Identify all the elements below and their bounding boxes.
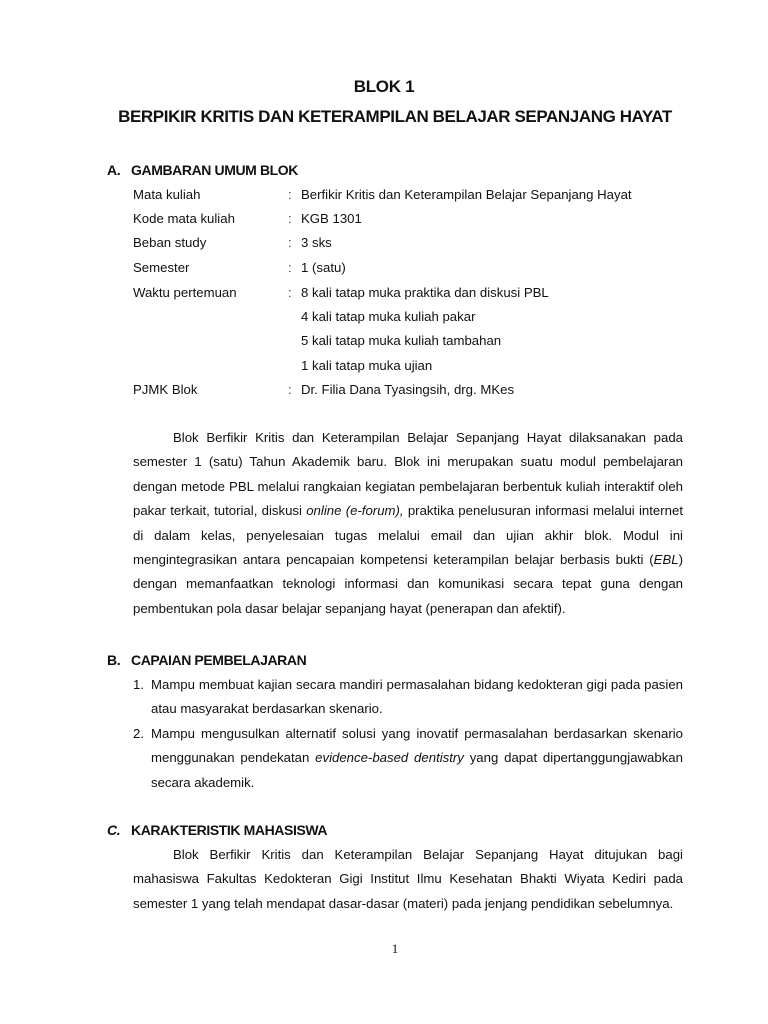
document-title: BLOK 1 — [353, 77, 415, 96]
info-colon: : — [288, 382, 292, 397]
paragraph-text: Blok Berfikir Kritis dan Keterampilan Belajar Sepanjang Hayat ditujukan bagi mahasiswa Fakultas Kedokteran Gigi Institut Ilmu Kesehatan Bhakti Wiyata Kediri pada semester 1 yang telah mendapat dasar-dasar (materi) pada jenjang pendidikan sebelumnya. — [133, 847, 683, 911]
list-item-number: 2. — [133, 725, 144, 741]
section-c-letter: C. — [107, 822, 121, 838]
list-item-number: 1. — [133, 677, 144, 692]
section-b-heading — [107, 652, 306, 668]
section-c-paragraph — [133, 843, 683, 916]
section-c-heading — [107, 822, 327, 838]
section-a-paragraph — [133, 426, 683, 621]
info-label: PJMK Blok — [133, 382, 198, 397]
paragraph-text: ) dengan memanfaatkan teknologi informasi dan komunikasi secara tepat guna dengan pembentukan pola dasar belajar sepanjang hayat (penerapan dan afektif). — [133, 552, 683, 616]
section-c-title: KARAKTERISTIK MAHASISWA — [131, 822, 328, 838]
info-label: Beban study — [133, 235, 207, 250]
info-colon: : — [288, 285, 292, 300]
learning-outcomes-list — [133, 673, 683, 795]
info-label: Semester — [133, 260, 190, 275]
info-colon: : — [288, 260, 292, 275]
section-a-heading — [107, 162, 298, 178]
list-item-text: yang dapat dipertanggungjawabkan secara akademik. — [151, 750, 683, 790]
info-label: Mata kuliah — [133, 187, 201, 202]
info-colon: : — [288, 235, 292, 250]
info-value: 8 kali tatap muka praktika dan diskusi PBL — [301, 285, 549, 300]
info-value: Berfikir Kritis dan Keterampilan Belajar Sepanjang Hayat — [301, 187, 632, 202]
paragraph-text: Blok Berfikir Kritis dan Keterampilan Belajar Sepanjang Hayat dilaksanakan pada semester 1 (satu) Tahun Akademik baru. Blok ini merupakan suatu modul pembelajaran dengan metode PBL melalui rangkaian kegiatan pembelajaran berbentuk kuliah interaktif oleh pakar terkait, tutorial, diskusi — [133, 430, 683, 519]
page-number: 1 — [391, 941, 399, 956]
info-value: KGB 1301 — [301, 211, 362, 226]
info-value: 1 (satu) — [301, 260, 346, 275]
info-value: 3 sks — [301, 235, 332, 250]
info-value: 5 kali tatap muka kuliah tambahan — [301, 333, 502, 348]
paragraph-italic-text: online (e-forum), — [306, 503, 404, 519]
list-item-italic-text: evidence-based dentistry — [315, 750, 464, 766]
info-value: 4 kali tatap muka kuliah pakar — [301, 309, 476, 324]
info-colon: : — [288, 211, 292, 226]
paragraph-text: praktika penelusuran informasi melalui internet di dalam kelas, penyelesaian tugas melalui email dan ujian akhir blok. Modul ini mengintegrasikan antara pencapaian kompetensi keterampilan belajar berbasis bukti ( — [133, 503, 683, 568]
info-label: Waktu pertemuan — [133, 285, 237, 300]
list-item — [133, 673, 683, 722]
section-a-letter: A. — [107, 162, 121, 178]
list-item-text: Mampu membuat kajian secara mandiri permasalahan bidang kedokteran gigi pada pasien atau masyarakat berdasarkan skenario. — [151, 677, 683, 717]
info-colon: : — [288, 187, 292, 202]
info-label: Kode mata kuliah — [133, 211, 235, 226]
section-b-letter: B. — [107, 652, 121, 668]
document-subtitle: BERPIKIR KRITIS DAN KETERAMPILAN BELAJAR SEPANJANG HAYAT — [118, 107, 672, 126]
info-value: Dr. Filia Dana Tyasingsih, drg. MKes — [301, 382, 515, 397]
list-item-text: Mampu mengusulkan alternatif solusi yang inovatif permasalahan berdasarkan skenario menggunakan pendekatan — [151, 725, 683, 766]
section-b-title: CAPAIAN PEMBELAJARAN — [131, 652, 307, 668]
section-a-title: GAMBARAN UMUM BLOK — [131, 162, 299, 178]
info-value: 1 kali tatap muka ujian — [301, 358, 433, 373]
list-item — [133, 722, 683, 795]
paragraph-italic-text: EBL — [653, 552, 679, 568]
